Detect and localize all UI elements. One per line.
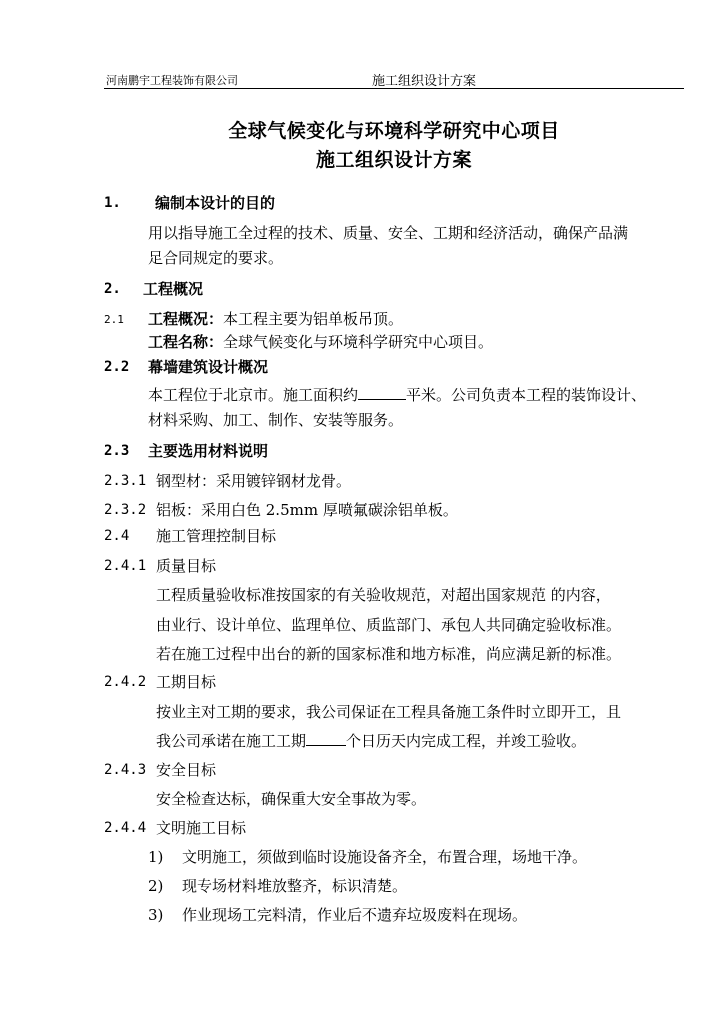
- document-title-line2: 施工组织设计方案: [315, 149, 472, 171]
- section-2-4-1-number: 2.4.1: [104, 558, 147, 574]
- schedule-paragraph-line1: 按业主对工期的要求，我公司保证在工程具备施工条件时立即开工，且: [156, 703, 622, 721]
- section-2-2-number: 2.2: [104, 359, 130, 375]
- section-2-3-2-number: 2.3.2: [104, 502, 147, 518]
- section-1-number: 1.: [104, 195, 121, 211]
- section-2-4-1-heading: 质量目标: [156, 557, 217, 575]
- section-2-4-4-number: 2.4.4: [104, 820, 147, 836]
- section-1-paragraph-line1: 用以指导施工全过程的技术、质量、安全、工期和经济活动，确保产品满: [148, 224, 629, 242]
- safety-paragraph: 安全检查达标，确保重大安全事故为零。: [156, 790, 427, 808]
- section-2-4-number: 2.4: [104, 528, 130, 544]
- section-2-4-3-heading: 安全目标: [156, 761, 217, 779]
- header-rule: [104, 88, 684, 89]
- list-item-text: 现专场材料堆放整齐，标识清楚。: [182, 877, 408, 895]
- section-2-2-heading: 幕墙建筑设计概况: [148, 358, 269, 376]
- project-name-label: 工程名称：: [148, 333, 224, 351]
- schedule-paragraph-line2: [156, 731, 586, 751]
- quality-paragraph-line3: 若在施工过程中出台的新的国家标准和地方标准，尚应满足新的标准。: [156, 645, 622, 663]
- section-2-3-2-text: 铝板：采用白色 2.5mm 厚喷氟碳涂铝单板。: [156, 501, 458, 519]
- schedule-text-b: 个日历天内完成工程，并竣工验收。: [346, 732, 587, 750]
- section-2-1-label: 工程概况：: [148, 310, 224, 328]
- section-2-2-text-a: 本工程位于北京市。施工面积约: [148, 386, 359, 404]
- section-2-4-4-heading: 文明施工目标: [156, 819, 247, 837]
- section-2-3-heading: 主要选用材料说明: [148, 442, 269, 460]
- header-doc-name: 施工组织设计方案: [372, 74, 477, 89]
- section-2-heading: 工程概况: [143, 280, 204, 298]
- list-item-num: 1): [148, 848, 164, 866]
- section-2-2-text-b: 平米。公司负责本工程的装饰设计、: [406, 386, 647, 404]
- section-2-4-heading: 施工管理控制目标: [156, 527, 277, 545]
- section-2-4-3-number: 2.4.3: [104, 762, 147, 778]
- quality-paragraph-line2: 由业行、设计单位、监理单位、质监部门、承包人共同确定验收标准。: [156, 616, 622, 634]
- schedule-text-a: 我公司承诺在施工工期: [156, 732, 307, 750]
- list-item-text: 文明施工，须做到临时设施设备齐全，布置合理，场地干净。: [182, 848, 588, 866]
- section-2-4-2-number: 2.4.2: [104, 674, 147, 690]
- list-item-text: 作业现场工完料清，作业后不遗弃垃圾废料在现场。: [182, 906, 528, 924]
- list-item-num: 3): [148, 906, 164, 924]
- document-title-line1: 全球气候变化与环境科学研究中心项目: [228, 120, 560, 142]
- section-2-1-number: 2.1: [104, 313, 124, 326]
- section-2-2-paragraph-line1: [148, 385, 646, 405]
- section-2-number: 2.: [104, 281, 121, 297]
- project-name-text: 全球气候变化与环境科学研究中心项目。: [223, 333, 494, 351]
- section-2-1-line: [148, 309, 403, 329]
- section-1-paragraph-line2: 足合同规定的要求。: [148, 249, 284, 267]
- list-item-num: 2): [148, 877, 164, 895]
- section-2-3-number: 2.3: [104, 443, 130, 459]
- section-1-heading: 编制本设计的目的: [155, 194, 276, 212]
- header-company: 河南鹏宇工程装饰有限公司: [106, 74, 238, 87]
- quality-paragraph-line1: 工程质量验收标准按国家的有关验收规范，对超出国家规范 的内容，: [156, 586, 611, 604]
- section-2-4-2-heading: 工期目标: [156, 673, 217, 691]
- project-name-line: [148, 332, 493, 352]
- section-2-2-paragraph-line2: 材料采购、加工、制作、安装等服务。: [148, 411, 404, 429]
- section-2-3-1-number: 2.3.1: [104, 473, 147, 489]
- section-2-3-1-text: 钢型材：采用镀锌钢材龙骨。: [156, 472, 352, 490]
- section-2-1-text: 本工程主要为铝单板吊顶。: [223, 310, 404, 328]
- duration-blank: [306, 731, 346, 746]
- area-blank: [358, 385, 406, 400]
